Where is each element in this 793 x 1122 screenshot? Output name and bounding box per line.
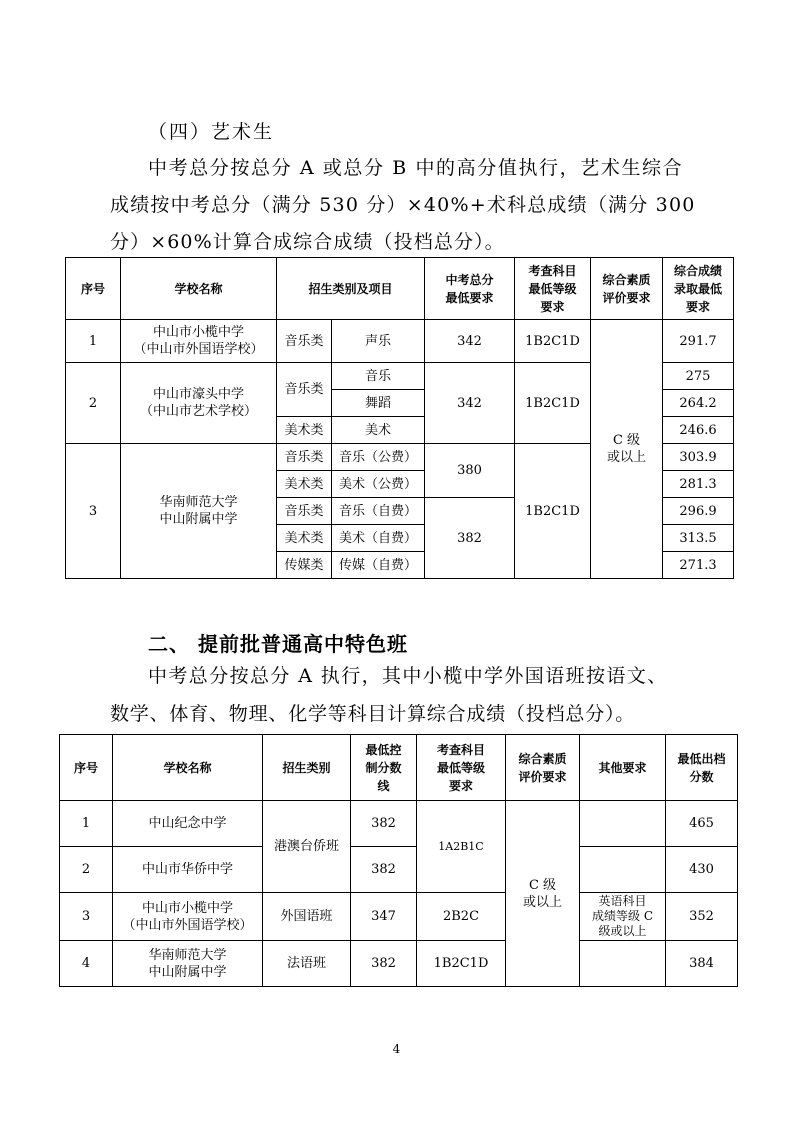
cell-score: 384 xyxy=(666,941,738,987)
header-school: 学校名称 xyxy=(113,735,263,801)
header-category: 招生类别 xyxy=(263,735,351,801)
cell-category: 音乐类 xyxy=(277,363,332,417)
cell-category: 美术类 xyxy=(277,525,332,552)
cell-score: 465 xyxy=(666,801,738,847)
table-row xyxy=(60,941,738,987)
cell-seq: 3 xyxy=(66,444,121,579)
cell-min-total: 342 xyxy=(425,363,515,444)
cell-item: 美术（自费） xyxy=(332,525,425,552)
cell-min-total: 382 xyxy=(425,498,515,579)
header-min-score: 综合成绩 录取最低 要求 xyxy=(663,258,734,320)
cell-category: 音乐类 xyxy=(277,320,332,363)
header-category: 招生类别及项目 xyxy=(277,258,425,320)
cell-category: 音乐类 xyxy=(277,444,332,471)
cell-grade: 1B2C1D xyxy=(515,444,591,579)
cell-seq: 3 xyxy=(60,893,113,941)
cell-item: 美术 xyxy=(332,417,425,444)
cell-seq: 2 xyxy=(60,847,113,893)
cell-school: 华南师范大学 中山附属中学 xyxy=(113,941,263,987)
cell-item: 音乐 xyxy=(332,363,425,390)
header-subject-grade: 考查科目 最低等级 要求 xyxy=(515,258,591,320)
paragraph-line: 分）×60%计算合成综合成绩（投档总分）。 xyxy=(110,231,505,253)
cell-score: 430 xyxy=(666,847,738,893)
table-header-row xyxy=(60,735,738,801)
cell-score: 264.2 xyxy=(663,390,734,417)
cell-school: 华南师范大学 中山附属中学 xyxy=(121,444,277,579)
cell-category: 外国语班 xyxy=(263,893,351,941)
cell-score: 303.9 xyxy=(663,444,734,471)
paragraph-line: 成绩按中考总分（满分 530 分）×40%+术科总成绩（满分 300 xyxy=(110,194,696,216)
section-heading-special: 二、 提前批普通高中特色班 xyxy=(148,632,408,656)
header-control-score: 最低控 制分数 线 xyxy=(351,735,417,801)
header-quality: 综合素质 评价要求 xyxy=(591,258,663,320)
table-row xyxy=(60,801,738,847)
paragraph-line: 中考总分按总分 A 执行，其中小榄中学外国语班按语文、 xyxy=(148,665,668,687)
cell-school: 中山纪念中学 xyxy=(113,801,263,847)
cell-control-score: 382 xyxy=(351,941,417,987)
cell-seq: 1 xyxy=(60,801,113,847)
header-seq: 序号 xyxy=(60,735,113,801)
cell-school: 中山市小榄中学 （中山市外国语学校） xyxy=(121,320,277,363)
cell-other xyxy=(580,801,666,847)
table-row xyxy=(60,847,738,893)
cell-control-score: 382 xyxy=(351,801,417,847)
header-other: 其他要求 xyxy=(580,735,666,801)
table-row xyxy=(66,320,734,363)
cell-category: 美术类 xyxy=(277,417,332,444)
table-header-row xyxy=(66,258,734,320)
cell-min-total: 342 xyxy=(425,320,515,363)
cell-school: 中山市华侨中学 xyxy=(113,847,263,893)
cell-score: 313.5 xyxy=(663,525,734,552)
cell-control-score: 347 xyxy=(351,893,417,941)
table-row xyxy=(60,893,738,941)
cell-grade: 1B2C1D xyxy=(417,941,506,987)
cell-grade: 1B2C1D xyxy=(515,363,591,444)
cell-grade: 2B2C xyxy=(417,893,506,941)
cell-grade: 1A2B1C xyxy=(417,801,506,893)
cell-other: 英语科目 成绩等级 C 级或以上 xyxy=(580,893,666,941)
header-min-total: 中考总分 最低要求 xyxy=(425,258,515,320)
cell-score: 271.3 xyxy=(663,552,734,579)
cell-category: 法语班 xyxy=(263,941,351,987)
art-admission-table xyxy=(65,257,734,579)
cell-other xyxy=(580,941,666,987)
special-class-table xyxy=(59,734,738,987)
cell-school: 中山市濠头中学 （中山市艺术学校） xyxy=(121,363,277,444)
cell-score: 281.3 xyxy=(663,471,734,498)
cell-item: 舞蹈 xyxy=(332,390,425,417)
cell-item: 美术（公费） xyxy=(332,471,425,498)
cell-category: 美术类 xyxy=(277,471,332,498)
cell-category: 音乐类 xyxy=(277,498,332,525)
cell-control-score: 382 xyxy=(351,847,417,893)
cell-score: 296.9 xyxy=(663,498,734,525)
cell-school: 中山市小榄中学 （中山市外国语学校） xyxy=(113,893,263,941)
cell-score: 291.7 xyxy=(663,320,734,363)
paragraph-line: 中考总分按总分 A 或总分 B 中的高分值执行，艺术生综合 xyxy=(148,157,684,179)
cell-grade: 1B2C1D xyxy=(515,320,591,363)
cell-quality: C 级 或以上 xyxy=(506,801,580,987)
cell-min-total: 380 xyxy=(425,444,515,498)
cell-seq: 4 xyxy=(60,941,113,987)
cell-seq: 1 xyxy=(66,320,121,363)
header-quality: 综合素质 评价要求 xyxy=(506,735,580,801)
paragraph-line: 数学、体育、物理、化学等科目计算综合成绩（投档总分）。 xyxy=(110,703,636,725)
cell-item: 音乐（公费） xyxy=(332,444,425,471)
cell-item: 传媒（自费） xyxy=(332,552,425,579)
cell-other xyxy=(580,847,666,893)
header-seq: 序号 xyxy=(66,258,121,320)
cell-item: 音乐（自费） xyxy=(332,498,425,525)
cell-item: 声乐 xyxy=(332,320,425,363)
cell-seq: 2 xyxy=(66,363,121,444)
cell-category: 传媒类 xyxy=(277,552,332,579)
cell-score: 246.6 xyxy=(663,417,734,444)
page-number: 4 xyxy=(392,1042,401,1056)
header-subject-grade: 考查科目 最低等级 要求 xyxy=(417,735,506,801)
cell-score: 352 xyxy=(666,893,738,941)
header-min-score: 最低出档 分数 xyxy=(666,735,738,801)
header-school: 学校名称 xyxy=(121,258,277,320)
cell-score: 275 xyxy=(663,363,734,390)
section-heading-art: （四）艺术生 xyxy=(148,121,275,143)
cell-quality: C 级 或以上 xyxy=(591,320,663,579)
cell-category: 港澳台侨班 xyxy=(263,801,351,893)
